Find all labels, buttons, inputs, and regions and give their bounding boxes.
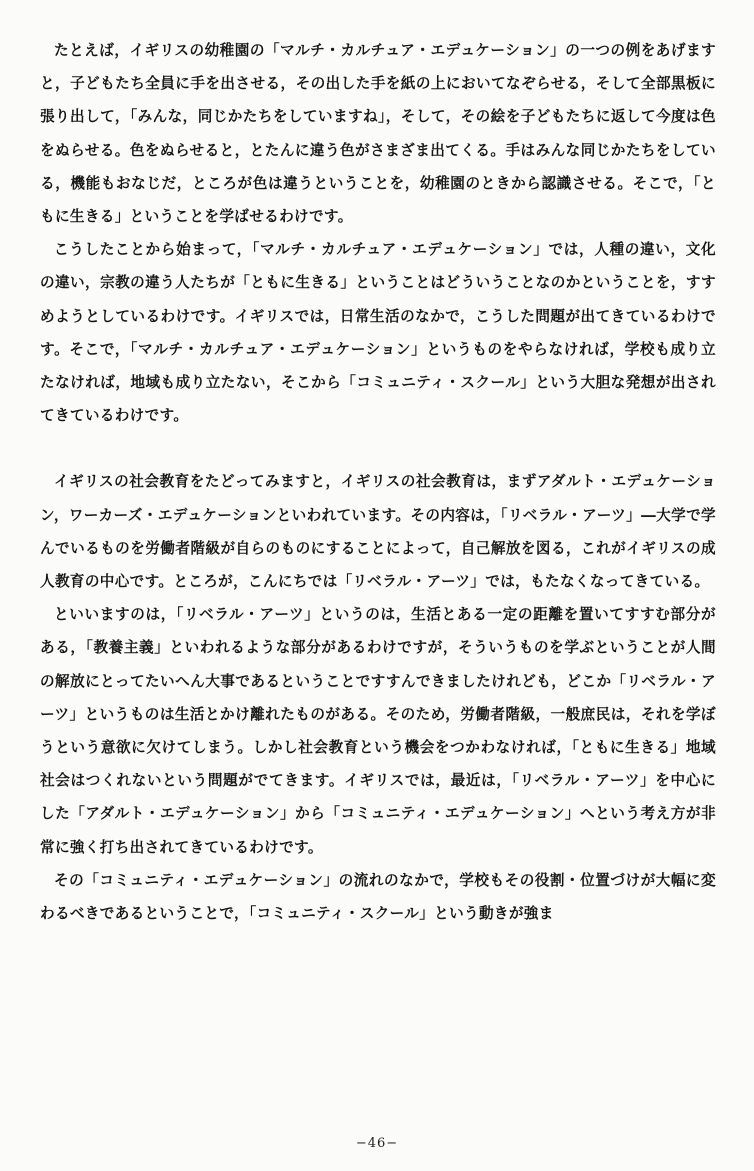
body-text [40, 34, 716, 930]
paragraph-2: こうしたことから始まって，「マルチ・カルチュア・エデュケーション」では，人種の違い，文化の違い，宗教の違う人たちが「ともに生きる」ということはどういうことなのかということを，すすめようとしているわけです。イギリスでは，日常生活のなかで，こうした問題が出てきているわけです。そこで，「マルチ・カルチュア・エデュケーション」というものをやらなければ，学校も成り立たなければ，地域も成り立たない，そこから「コミュニティ・スクール」という大胆な発想が出されてきているわけです。 [40, 241, 716, 425]
paragraph-5: その「コミュニティ・エデュケーション」の流れのなかで，学校もその役割・位置づけが大幅に変わるべきであるということで，「コミュニティ・スクール」という動きが強ま [40, 871, 716, 923]
paragraph-3: イギリスの社会教育をたどってみますと，イギリスの社会教育は，まずアダルト・エデュケーション，ワーカーズ・エデュケーションといわれています。その内容は，「リベラル・アーツ」―大学で学んでいるものを労働者階級が自らのものにすることによって，自己解放を図る，これがイギリスの成人教育の中心です。ところが，こんにちでは「リベラル・アーツ」では，もたなくなってきている。 [40, 473, 716, 591]
section-break [40, 432, 716, 465]
paragraph-4: といいますのは，「リベラル・アーツ」というのは，生活とある一定の距離を置いてすすむ部分がある，「教養主義」といわれるような部分があるわけですが，そういうものを学ぶということが人間の解放にとってたいへん大事であるということですすんできましたけれども，どこか「リベラル・アーツ」というものは生活とかけ離れたものがある。そのため，労働者階級，一般庶民は，それを学ぼうという意欲に欠けてしまう。しかし社会教育という機会をつかわなければ，「ともに生きる」地域社会はつくれないという問題がでてきます。イギリスでは，最近は，「リベラル・アーツ」を中心にした「アダルト・エデュケーション」から「コミュニティ・エデュケーション」へという考え方が非常に強く打ち出されてきているわけです。 [40, 606, 716, 856]
page-number: −46− [355, 1136, 399, 1151]
paragraph-1: たとえば，イギリスの幼稚園の「マルチ・カルチュア・エデュケーション」の一つの例をあげますと，子どもたち全員に手を出させる，その出した手を紙の上においてなぞらせる，そして全部黒板に張り出して，「みんな，同じかたちをしていますね」，そして，その絵を子どもたちに返して今度は色をぬらせる。色をぬらせると，とたんに違う色がさまざま出てくる。手はみんな同じかたちをしている，機能もおなじだ，ところが色は違うということを，幼稚園のときから認識させる。そこで，「ともに生きる」ということを学ばせるわけです。 [40, 42, 716, 226]
